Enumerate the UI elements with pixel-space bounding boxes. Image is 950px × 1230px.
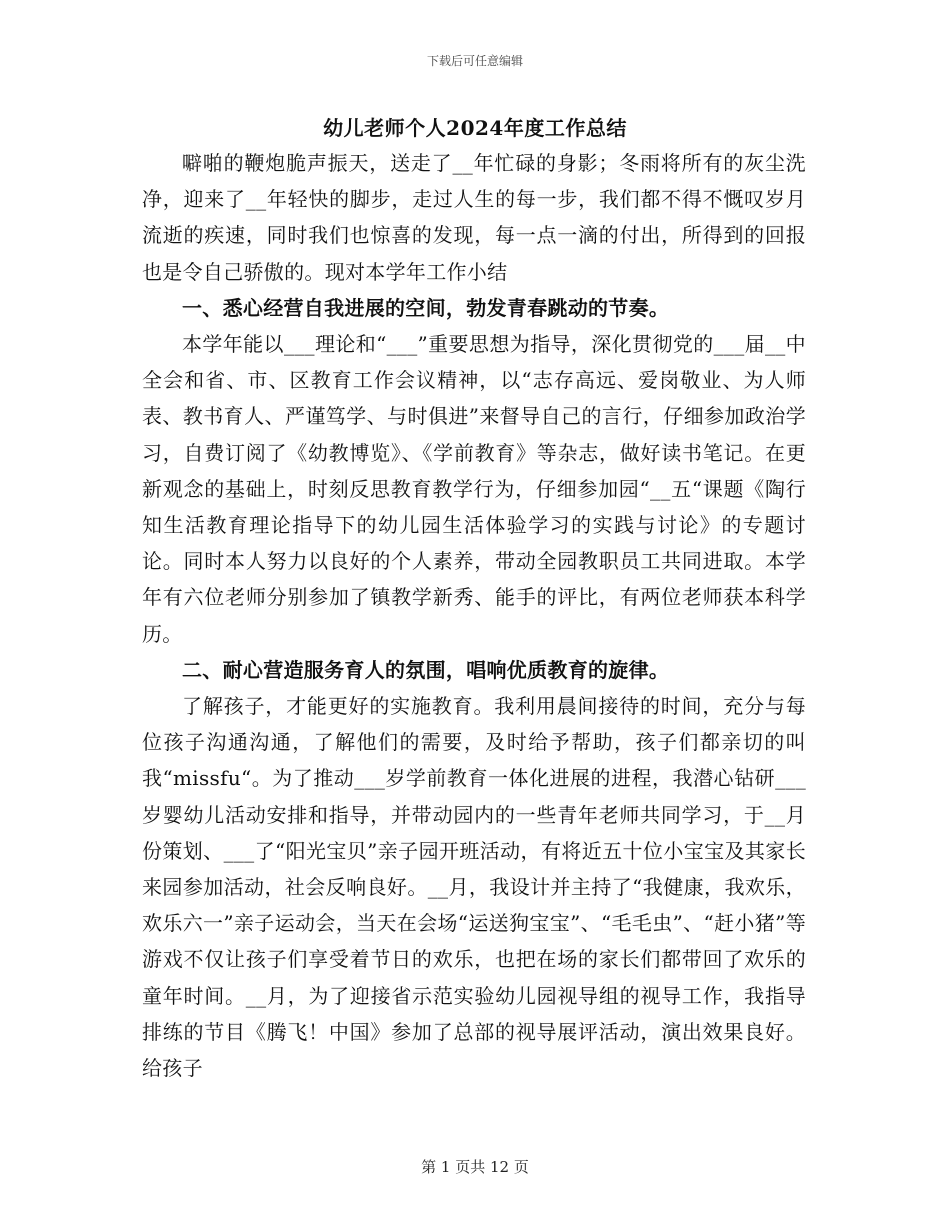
document-title: 幼儿老师个人2024年度工作总结 — [323, 116, 627, 140]
document-body — [142, 145, 806, 1086]
page-number-footer: 第 1 页共 12 页 — [421, 1158, 529, 1176]
intro-paragraph: 噼啪的鞭炮脆声振天，送走了__年忙碌的身影；冬雨将所有的灰尘洗净，迎来了__年轻快的脚步，走过人生的每一步，我们都不得不慨叹岁月流逝的疾速，同时我们也惊喜的发现，每一点一滴的付出，所得到的回报也是令自己骄傲的。现对本学年工作小结 — [142, 151, 806, 284]
section-1-paragraph: 本学年能以___理论和“___”重要思想为指导，深化贯彻党的___届__中全会和省、市、区教育工作会议精神，以“志存高远、爱岗敬业、为人师表、教书育人、严谨笃学、与时俱进”来督导自己的言行，仔细参加政治学习，自费订阅了《幼教博览》、《学前教育》等杂志，做好读书笔记。在更新观念的基础上，时刻反思教育教学行为，仔细参加园“__五“课题《陶行知生活教育理论指导下的幼儿园生活体验学习的实践与讨论》的专题讨论。同时本人努力以良好的个人素养，带动全园教职员工共同进取。本学年有六位老师分别参加了镇教学新秀、能手的评比，有两位老师获本科学历。 — [142, 332, 806, 646]
page-header-note: 下载后可任意编辑 — [426, 54, 523, 68]
section-1-heading: 一、悉心经营自我进展的空间，勃发青春跳动的节奏。 — [182, 295, 670, 320]
section-2-heading: 二、耐心营造服务育人的氛围，唱响优质教育的旋律。 — [182, 657, 670, 682]
section-2-paragraph: 了解孩子，才能更好的实施教育。我利用晨间接待的时间，充分与每位孩子沟通沟通，了解他们的需要，及时给予帮助，孩子们都亲切的叫我“missfu“。为了推动___岁学前教育一体化进展的进程，我潜心钻研___岁婴幼儿活动安排和指导，并带动园内的一些青年老师共同学习，于__月份策划、___了“阳光宝贝”亲子园开班活动，有将近五十位小宝宝及其家长来园参加活动，社会反响良好。__月，我设计并主持了“我健康，我欢乐，欢乐六一”亲子运动会，当天在会场“运送狗宝宝”、“毛毛虫”、“赶小猪”等游戏不仅让孩子们享受着节日的欢乐，也把在场的家长们都带回了欢乐的童年时间。__月，为了迎接省示范实验幼儿园视导组的视导工作，我指导排练的节目《腾飞！中国》参加了总部的视导展评活动，演出效果良好。给孩子 — [142, 694, 806, 1081]
